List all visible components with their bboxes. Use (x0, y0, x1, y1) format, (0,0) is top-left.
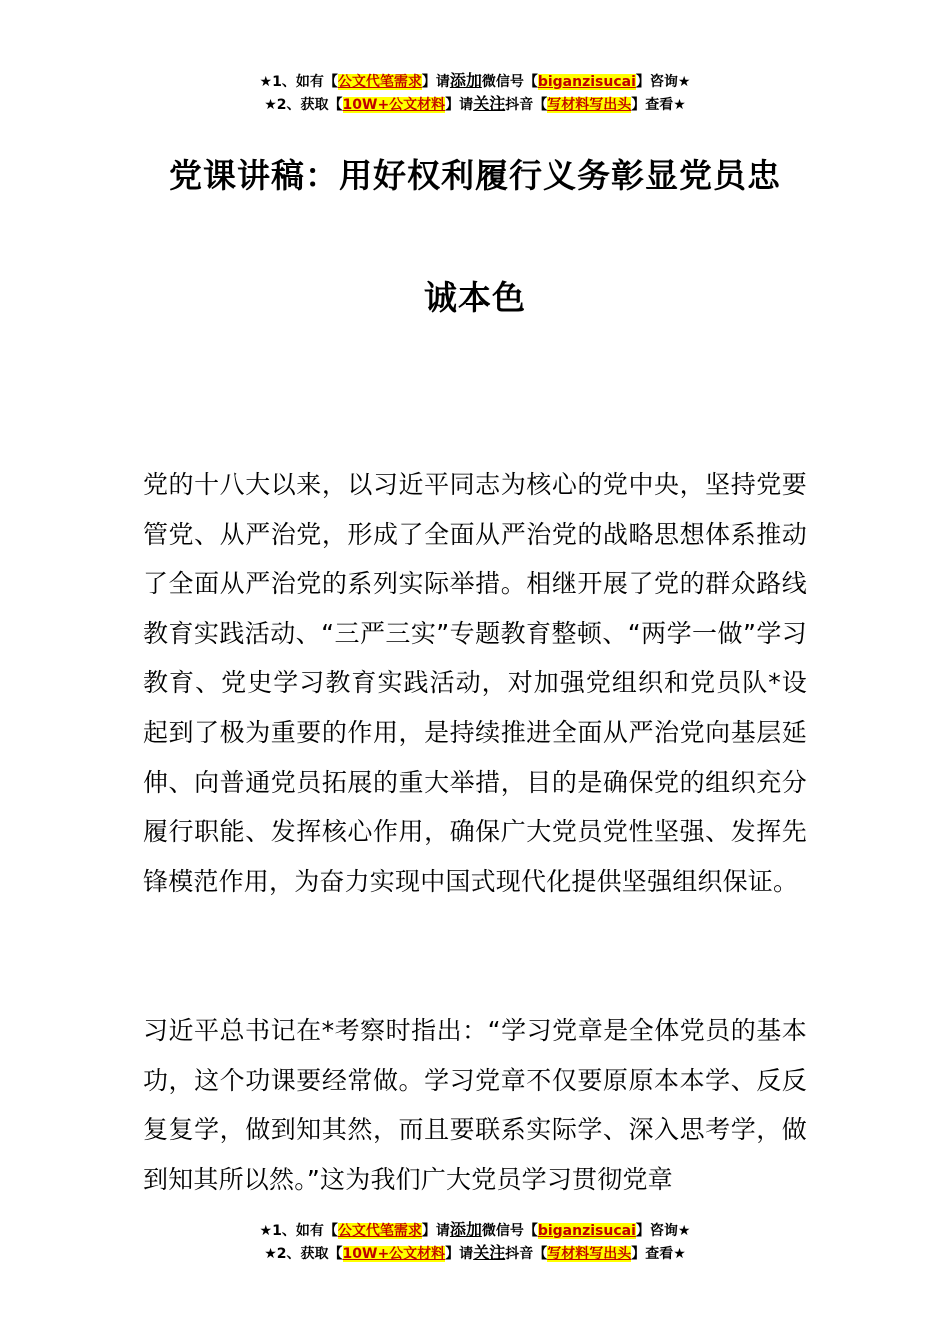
document-title-line-1: 党课讲稿：用好权利履行义务彰显党员忠 (169, 156, 781, 195)
highlight-text: 公文代笔需求 (337, 74, 422, 90)
star-icon: ★ (264, 1246, 277, 1262)
highlight-text: 10W+公文材料 (342, 1246, 446, 1262)
promo-line-2: ★2、获取【10W+公文材料】请关注抖音【写材料写出头】查看★ (264, 94, 686, 113)
star-icon: ★ (259, 74, 273, 90)
douyin-account: 写材料写出头 (547, 97, 632, 113)
highlight-text: 10W+公文材料 (342, 97, 446, 113)
promo-line-1: ★1、如有【公文代笔需求】请添加微信号【biganzisucai】咨询★ (259, 1220, 691, 1239)
star-icon: ★ (264, 97, 277, 113)
body-paragraph-2: 习近平总书记在*考察时指出：“学习党章是全体党员的基本功，这个功课要经常做。学习党章不仅要原原本本学、反反复复学，做到知其然，而且要联系实际学、深入思考学，做到知其所以然。”这为我们广大党员学习贯彻党章 (143, 1016, 807, 1194)
promo-banner-bottom (0, 1219, 950, 1265)
promo-line-1: ★1、如有【公文代笔需求】请添加微信号【biganzisucai】咨询★ (259, 71, 691, 90)
star-icon: ★ (259, 1223, 273, 1239)
document-title-line-2: 诚本色 (424, 278, 526, 317)
body-paragraph-1: 党的十八大以来，以习近平同志为核心的党中央，坚持党要管党、从严治党，形成了全面从严治党的战略思想体系推动了全面从严治党的系列实际举措。相继开展了党的群众路线教育实践活动、“三严三实”专题教育整顿、“两学一做”学习教育、党史学习教育实践活动，对加强党组织和党员队*设起到了极为重要的作用，是持续推进全面从严治党向基层延伸、向普通党员拓展的重大举措，目的是确保党的组织充分履行职能、发挥核心作用，确保广大党员党性坚强、发挥先锋模范作用，为奋力实现中国式现代化提供坚强组织保证。 (143, 470, 807, 896)
douyin-account: 写材料写出头 (547, 1246, 632, 1262)
highlight-text: 公文代笔需求 (337, 1223, 422, 1239)
wechat-id: biganzisucai (537, 1223, 636, 1239)
promo-line-2: ★2、获取【10W+公文材料】请关注抖音【写材料写出头】查看★ (264, 1243, 686, 1262)
wechat-id: biganzisucai (537, 74, 636, 90)
